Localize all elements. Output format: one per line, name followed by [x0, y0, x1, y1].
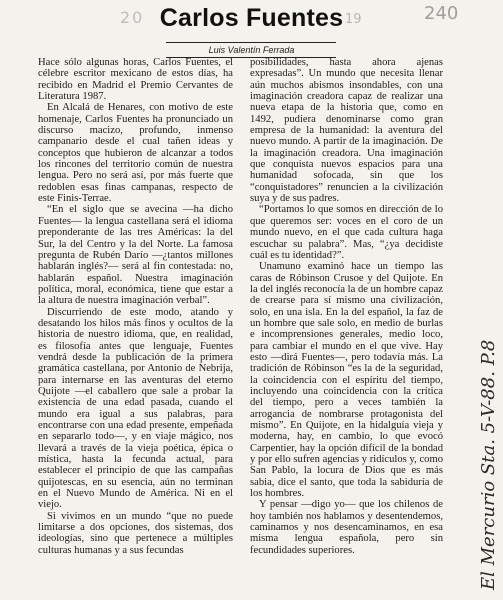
- article-column-left: [38, 57, 233, 556]
- paragraph: Discurriendo de este modo, atando y desatando los hilos más finos y ocultos de la historia de nuestro idioma, que, en realidad, es filosofía antes que lenguaje, Fuentes vendrá desde la publicación de la primera gramática castellana, por Antonio de Nebrija, para internarse en las aventuras del eterno Quijote —el caballero que sale a probar la existencia de una edad pasada, cuando el mundo era igual a sus palabras, para encontrarse con una edad presente, empeñada en separarlo todo—, y en viaje mágico, nos llevará a través de la vieja poética, épica o mística, hasta la fecunda actual, para establecer el principio de que las campañas quijotescas, en su esencia, aún no terminan en el Nuevo Mundo de América. Ni en el viejo.: [38, 306, 233, 511]
- paragraph: Si vivimos en un mundo “que no puede limitarse a dos opciones, dos sistemas, dos ideologías, sino que pertenece a múltiples culturas humanas y a sus fecundas: [38, 510, 233, 556]
- paragraph: “Portamos lo que somos en dirección de lo que queremos ser: voces en el coro de un mundo nuevo, en el que cada cultura haga escuchar su palabra”. Mas, “¿ya decidiste cuál es tu identidad?”.: [250, 204, 443, 261]
- handwritten-mark-top-middle: 19: [345, 12, 362, 27]
- handwritten-page-number: 240: [424, 3, 459, 24]
- handwritten-mark-top-left: 20: [120, 8, 145, 27]
- paragraph: En Alcalá de Henares, con motivo de este homenaje, Carlos Fuentes ha pronunciado un discurso macizo, profundo, inmenso campanario desde el cual tañen ideas y conceptos que hubieron de alcanzar a todos los rincones del territorio común de nuestra lengua. Pero no será así, por más fuerte que redoblen esas finas campanas, respecto de este Finis-Terrae.: [38, 102, 233, 205]
- title-rule-top: [166, 42, 336, 43]
- article-byline: Luis Valentín Ferrada: [208, 45, 295, 55]
- article-column-right: [250, 57, 443, 556]
- paragraph: posibilidades, hasta ahora ajenas expresadas”. Un mundo que necesita llenar aún muchos abismos insondables, con una imaginación creadora capaz de realizar una nueva etapa de la historia que, como en 1492, pudiera denominarse como gran empresa de la humanidad: la aventura del nuevo mundo. A partir de la imaginación. De la imaginación creadora. Una imaginación que conquista nuevos espacios para una humanidad sofocada, sin que los “conquistadores” renuncien a la civilización suya y de sus padres.: [250, 57, 443, 205]
- paragraph: “En el siglo que se avecina —ha dicho Fuentes— la lengua castellana será el idioma preponderante de las tres Américas: la del Sur, la del Centro y la del Norte. La famosa pregunta de Rubén Darío —¿tantos millones hablarán inglés?— será al fin contestada: no, hablarán español. Nuestra imaginación política, moral, económica, tiene que estar a la altura de nuestra imaginación verbal”.: [38, 204, 233, 307]
- paragraph: Y pensar —digo yo— que los chilenos de hoy también nos hablamos y desentendemos, caminamos y nos desencaminamos, en esa misma lengua española, pero sin fecundidades superiores.: [250, 499, 443, 556]
- handwritten-source-note: El Mercurio Sta. 5-V-88. P.8: [478, 339, 499, 590]
- paragraph: Hace sólo algunas horas, Carlos Fuentes, el célebre escritor mexicano de estos días, ha recibido en Madrid el Premio Cervantes de Literatura 1987.: [38, 57, 233, 103]
- article-title: Carlos Fuentes: [159, 4, 344, 32]
- paragraph: Unamuno examinó hace un tiempo las caras de Róbinson Crusoe y del Quijote. En la del inglés reconocía la de un hombre capaz de crearse para sí mismo una civilización, solo, en una isla. En la del español, la faz de un hombre que sale solo, en medio de burlas e incomprensiones generales, medio loco, para cambiar el mundo en el que vive. Hay esto —dirá Fuentes—, pero todavía más. La tradición de Róbinson “es la de la seguridad, la coincidencia con el espíritu del tiempo, incluyendo una coincidencia con la crítica del tiempo, pero a veces también la arrogancia de nombrarse protagonista del mismo”. En Quijote, en la hidalguía vieja y moderna, hay, en cambio, lo que evocó Carpentier, hay la opción difícil de la bondad y por ello sufren agencias y ridículos y, como San Pablo, la locura de Dios que es más sabia, dice el santo, que toda la sabiduría de los hombres.: [250, 261, 443, 500]
